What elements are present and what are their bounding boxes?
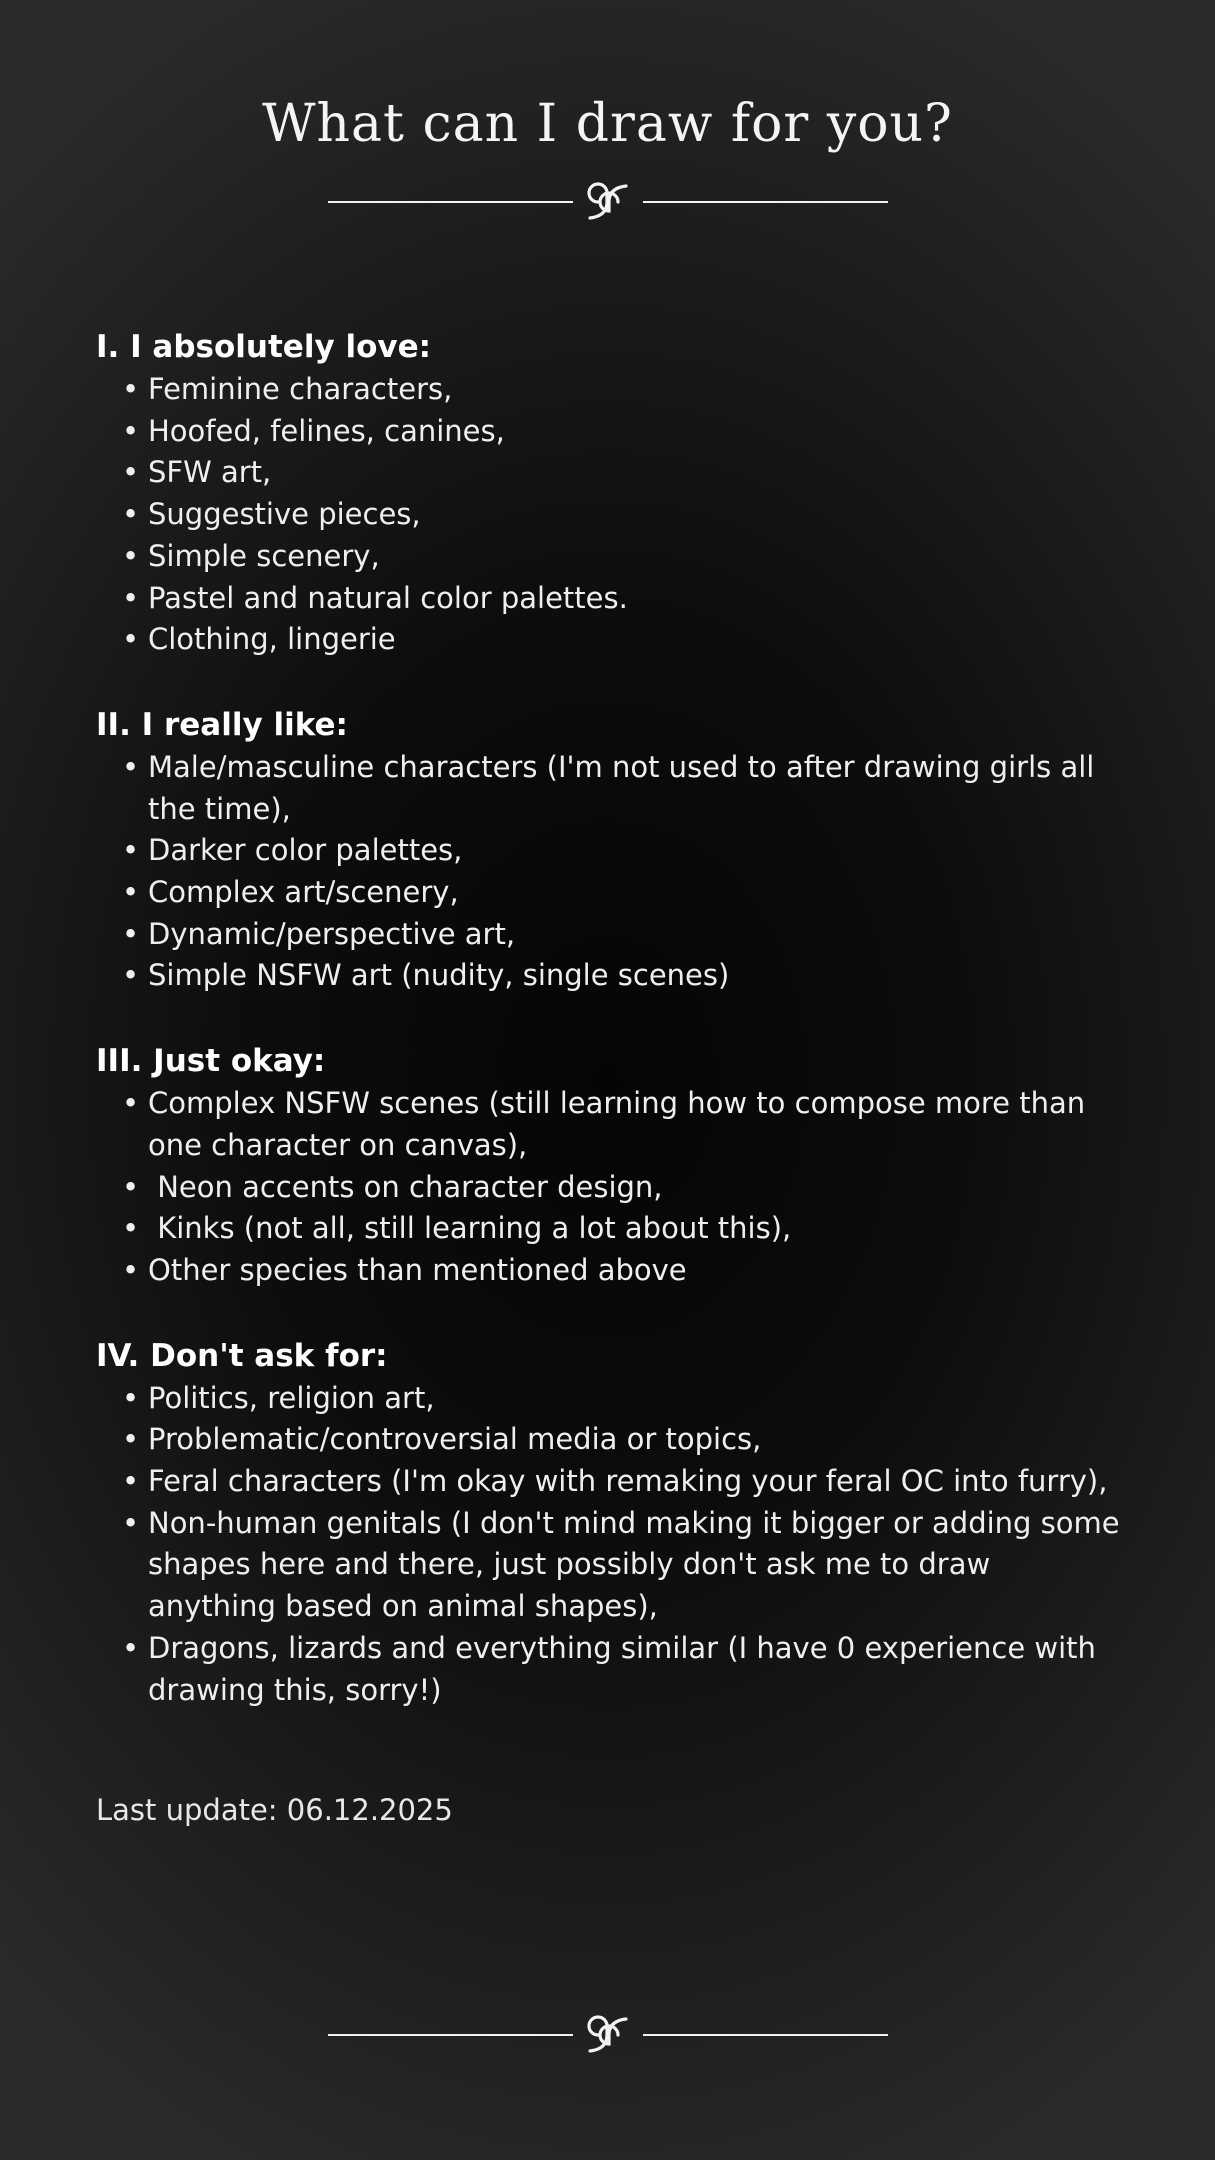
preferences-list [96,325,1126,1753]
item-list [96,1378,1126,1712]
section-heading: IV. Don't ask for: [96,1337,388,1374]
list-item: • Suggestive pieces, [148,494,1126,536]
list-item: • SFW art, [148,452,1126,494]
list-item: • Hoofed, felines, canines, [148,411,1126,453]
list-item: • Dynamic/perspective art, [148,914,1126,956]
item-list [96,747,1126,997]
flourish-ornament-icon [328,2005,888,2065]
list-item: • Simple NSFW art (nudity, single scenes) [148,955,1126,997]
section-love [96,325,1126,661]
last-update-text: Last update: 06.12.2025 [96,1793,453,1827]
section-heading: I. I absolutely love: [96,329,432,365]
list-item: • Complex NSFW scenes (still learning how to compose more than one character on canvas), [148,1083,1126,1166]
list-item: • Pastel and natural color palettes. [148,578,1126,620]
list-item: • Problematic/controversial media or topics, [148,1419,1126,1461]
section-like [96,703,1126,997]
list-item: • Feral characters (I'm okay with remaking your feral OC into furry), [148,1461,1126,1503]
item-list [96,369,1126,661]
page-title: What can I draw for you? [262,94,953,154]
list-item: • Other species than mentioned above [148,1250,1126,1292]
list-item: • Dragons, lizards and everything similar (I have 0 experience with drawing this, sorry!) [148,1628,1126,1711]
bottom-divider [0,2005,1215,2065]
section-okay [96,1039,1126,1292]
item-list [96,1083,1126,1292]
list-item: • Kinks (not all, still learning a lot about this), [148,1208,1126,1250]
list-item: • Simple scenery, [148,536,1126,578]
section-dont-ask [96,1334,1126,1712]
list-item: • Non-human genitals (I don't mind making it bigger or adding some shapes here and there, just possibly don't ask me to draw anything based on animal shapes), [148,1503,1126,1628]
section-heading: II. I really like: [96,706,348,743]
list-item: • Neon accents on character design, [148,1167,1126,1209]
list-item: • Feminine characters, [148,369,1126,411]
list-item: • Clothing, lingerie [148,619,1126,661]
top-divider [0,172,1215,232]
list-item: • Complex art/scenery, [148,872,1126,914]
list-item: • Darker color palettes, [148,830,1126,872]
list-item: • Male/masculine characters (I'm not used to after drawing girls all the time), [148,747,1126,830]
flourish-ornament-icon [328,172,888,232]
list-item: • Politics, religion art, [148,1378,1126,1420]
section-heading: III. Just okay: [96,1043,326,1080]
